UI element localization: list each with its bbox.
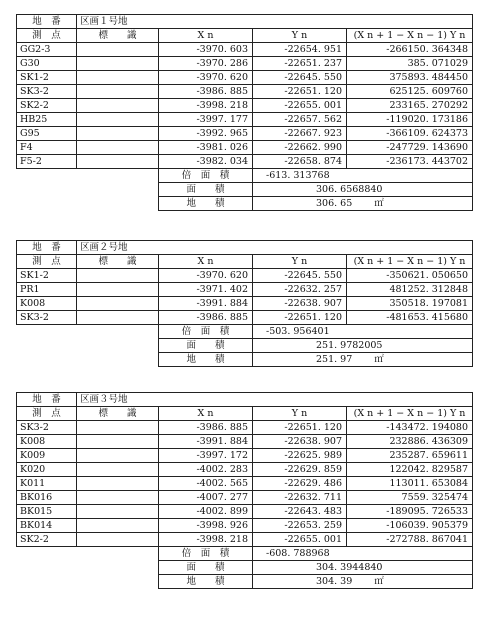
header-xn: X n <box>159 29 253 43</box>
xn-cell: -3970. 603 <box>159 43 253 57</box>
value-cell: -350621. 050650 <box>347 269 473 283</box>
area-table-2 <box>16 240 473 367</box>
xn-cell: -3981. 026 <box>159 141 253 155</box>
point-cell: PR1 <box>17 283 77 297</box>
column-header-row <box>17 407 473 421</box>
sign-cell <box>77 283 159 297</box>
point-cell: BK016 <box>17 491 77 505</box>
sign-cell <box>77 57 159 71</box>
value-cell: -189095. 726533 <box>347 505 473 519</box>
sign-cell <box>77 141 159 155</box>
table-row <box>17 449 473 463</box>
point-cell: SK2-2 <box>17 99 77 113</box>
sign-cell <box>77 435 159 449</box>
land-area-value <box>253 353 473 367</box>
parcel-title: 区画３号地 <box>77 393 473 407</box>
area-number: 304. 3944840 <box>316 561 383 573</box>
point-cell: F5-2 <box>17 155 77 169</box>
yn-cell: -22638. 907 <box>253 435 347 449</box>
sign-cell <box>77 297 159 311</box>
section-1 <box>16 14 472 211</box>
header-point: 測 点 <box>17 29 77 43</box>
value-cell: -366109. 624373 <box>347 127 473 141</box>
yn-cell: -22655. 001 <box>253 99 347 113</box>
sign-cell <box>77 463 159 477</box>
value-cell: -481653. 415680 <box>347 311 473 325</box>
sign-cell <box>77 85 159 99</box>
xn-cell: -3997. 172 <box>159 449 253 463</box>
xn-cell: -3986. 885 <box>159 311 253 325</box>
point-cell: K020 <box>17 463 77 477</box>
value-cell: 625125. 609760 <box>347 85 473 99</box>
value-cell: 481252. 312848 <box>347 283 473 297</box>
sign-cell <box>77 421 159 435</box>
yn-cell: -22625. 989 <box>253 449 347 463</box>
yn-cell: -22645. 550 <box>253 71 347 85</box>
yn-cell: -22651. 237 <box>253 57 347 71</box>
table-row <box>17 141 473 155</box>
area-value <box>253 561 473 575</box>
table-row <box>17 155 473 169</box>
xn-cell: -3970. 620 <box>159 71 253 85</box>
parcel-title: 区画１号地 <box>77 15 473 29</box>
xn-cell: -3970. 286 <box>159 57 253 71</box>
sign-cell <box>77 269 159 283</box>
table-row <box>17 421 473 435</box>
header-formula: (X n + 1 − X n − 1) Y n <box>347 29 473 43</box>
table-row <box>17 283 473 297</box>
table-row <box>17 269 473 283</box>
point-cell: GG2-3 <box>17 43 77 57</box>
parcel-label: 地 番 <box>17 15 77 29</box>
table-row <box>17 491 473 505</box>
xn-cell: -3970. 620 <box>159 269 253 283</box>
land-area-label: 地 積 <box>159 197 253 211</box>
point-cell: SK2-2 <box>17 533 77 547</box>
value-cell: 233165. 270292 <box>347 99 473 113</box>
value-cell: -266150. 364348 <box>347 43 473 57</box>
table-row <box>17 533 473 547</box>
table-row <box>17 127 473 141</box>
table-row <box>17 519 473 533</box>
parcel-header-row <box>17 393 473 407</box>
double-area-value <box>253 325 473 339</box>
area-label: 面 積 <box>159 339 253 353</box>
land-area-number: 251. 97 <box>316 353 353 365</box>
column-header-row <box>17 255 473 269</box>
table-row <box>17 85 473 99</box>
value-cell: 7559. 325474 <box>347 491 473 505</box>
table-row <box>17 297 473 311</box>
double-area-number: -613. 313768 <box>266 169 330 181</box>
table-row <box>17 43 473 57</box>
yn-cell: -22667. 923 <box>253 127 347 141</box>
table-row <box>17 71 473 85</box>
point-cell: F4 <box>17 141 77 155</box>
sign-cell <box>77 127 159 141</box>
xn-cell: -3998. 926 <box>159 519 253 533</box>
double-area-number: -608. 788968 <box>266 547 330 559</box>
point-cell: K009 <box>17 449 77 463</box>
double-area-row <box>17 325 473 339</box>
sign-cell <box>77 477 159 491</box>
table-row <box>17 435 473 449</box>
point-cell: K011 <box>17 477 77 491</box>
parcel-header-row <box>17 15 473 29</box>
point-cell: SK3-2 <box>17 85 77 99</box>
point-cell: BK015 <box>17 505 77 519</box>
sign-cell <box>77 533 159 547</box>
table-row <box>17 477 473 491</box>
sign-cell <box>77 519 159 533</box>
square-meter-unit: ㎡ <box>374 353 384 365</box>
point-cell: G30 <box>17 57 77 71</box>
sign-cell <box>77 505 159 519</box>
point-cell: HB25 <box>17 113 77 127</box>
xn-cell: -4002. 899 <box>159 505 253 519</box>
yn-cell: -22651. 120 <box>253 311 347 325</box>
value-cell: 375893. 484450 <box>347 71 473 85</box>
header-xn: X n <box>159 407 253 421</box>
value-cell: -143472. 194080 <box>347 421 473 435</box>
xn-cell: -3991. 884 <box>159 435 253 449</box>
xn-cell: -3971. 402 <box>159 283 253 297</box>
point-cell: SK1-2 <box>17 71 77 85</box>
header-point: 測 点 <box>17 255 77 269</box>
section-3 <box>16 392 472 589</box>
area-value <box>253 339 473 353</box>
square-meter-unit: ㎡ <box>374 575 384 587</box>
area-number: 251. 9782005 <box>316 339 383 351</box>
table-row <box>17 463 473 477</box>
value-cell: 122042. 829587 <box>347 463 473 477</box>
header-sign: 標 識 <box>77 29 159 43</box>
header-sign: 標 識 <box>77 255 159 269</box>
value-cell: 232886. 436309 <box>347 435 473 449</box>
sign-cell <box>77 43 159 57</box>
land-area-label: 地 積 <box>159 575 253 589</box>
value-cell: 385. 071029 <box>347 57 473 71</box>
double-area-label: 倍 面 積 <box>159 325 253 339</box>
area-label: 面 積 <box>159 183 253 197</box>
table-row <box>17 505 473 519</box>
xn-cell: -4002. 565 <box>159 477 253 491</box>
sign-cell <box>77 491 159 505</box>
land-area-value <box>253 575 473 589</box>
value-cell: -106039. 905379 <box>347 519 473 533</box>
column-header-row <box>17 29 473 43</box>
yn-cell: -22658. 874 <box>253 155 347 169</box>
land-area-number: 306. 65 <box>316 197 353 209</box>
double-area-row <box>17 547 473 561</box>
yn-cell: -22657. 562 <box>253 113 347 127</box>
xn-cell: -3998. 218 <box>159 99 253 113</box>
land-area-label: 地 積 <box>159 353 253 367</box>
area-table-3 <box>16 392 473 589</box>
point-cell: SK3-2 <box>17 421 77 435</box>
double-area-value <box>253 169 473 183</box>
sign-cell <box>77 113 159 127</box>
land-area-number: 304. 39 <box>316 575 353 587</box>
xn-cell: -4007. 277 <box>159 491 253 505</box>
point-cell: K008 <box>17 297 77 311</box>
point-cell: BK014 <box>17 519 77 533</box>
point-cell: SK3-2 <box>17 311 77 325</box>
yn-cell: -22651. 120 <box>253 85 347 99</box>
point-cell: K008 <box>17 435 77 449</box>
table-row <box>17 99 473 113</box>
value-cell: 235287. 659611 <box>347 449 473 463</box>
summary-blank <box>17 547 159 589</box>
header-point: 測 点 <box>17 407 77 421</box>
area-table-1 <box>16 14 473 211</box>
xn-cell: -3986. 885 <box>159 85 253 99</box>
xn-cell: -3998. 218 <box>159 533 253 547</box>
section-2 <box>16 240 472 367</box>
header-yn: Y n <box>253 255 347 269</box>
value-cell: -236173. 443702 <box>347 155 473 169</box>
yn-cell: -22655. 001 <box>253 533 347 547</box>
double-area-row <box>17 169 473 183</box>
parcel-label: 地 番 <box>17 393 77 407</box>
point-cell: G95 <box>17 127 77 141</box>
summary-blank <box>17 325 159 367</box>
double-area-label: 倍 面 積 <box>159 169 253 183</box>
sign-cell <box>77 311 159 325</box>
value-cell: -119020. 173186 <box>347 113 473 127</box>
double-area-value <box>253 547 473 561</box>
summary-blank <box>17 169 159 211</box>
yn-cell: -22643. 483 <box>253 505 347 519</box>
header-formula: (X n + 1 − X n − 1) Y n <box>347 255 473 269</box>
parcel-label: 地 番 <box>17 241 77 255</box>
xn-cell: -3982. 034 <box>159 155 253 169</box>
value-cell: -247729. 143690 <box>347 141 473 155</box>
double-area-label: 倍 面 積 <box>159 547 253 561</box>
xn-cell: -3991. 884 <box>159 297 253 311</box>
double-area-number: -503. 956401 <box>266 325 330 337</box>
yn-cell: -22629. 859 <box>253 463 347 477</box>
sign-cell <box>77 71 159 85</box>
value-cell: 113011. 653084 <box>347 477 473 491</box>
value-cell: -272788. 867041 <box>347 533 473 547</box>
header-yn: Y n <box>253 407 347 421</box>
sign-cell <box>77 449 159 463</box>
yn-cell: -22638. 907 <box>253 297 347 311</box>
xn-cell: -4002. 283 <box>159 463 253 477</box>
sign-cell <box>77 155 159 169</box>
yn-cell: -22662. 990 <box>253 141 347 155</box>
yn-cell: -22653. 259 <box>253 519 347 533</box>
yn-cell: -22632. 257 <box>253 283 347 297</box>
value-cell: 350518. 197081 <box>347 297 473 311</box>
area-label: 面 積 <box>159 561 253 575</box>
table-row <box>17 57 473 71</box>
point-cell: SK1-2 <box>17 269 77 283</box>
sign-cell <box>77 99 159 113</box>
yn-cell: -22629. 486 <box>253 477 347 491</box>
table-row <box>17 113 473 127</box>
parcel-title: 区画２号地 <box>77 241 473 255</box>
header-yn: Y n <box>253 29 347 43</box>
xn-cell: -3997. 177 <box>159 113 253 127</box>
square-meter-unit: ㎡ <box>374 197 384 209</box>
xn-cell: -3986. 885 <box>159 421 253 435</box>
land-area-value <box>253 197 473 211</box>
area-value <box>253 183 473 197</box>
yn-cell: -22654. 951 <box>253 43 347 57</box>
table-row <box>17 311 473 325</box>
yn-cell: -22645. 550 <box>253 269 347 283</box>
yn-cell: -22651. 120 <box>253 421 347 435</box>
header-formula: (X n + 1 − X n − 1) Y n <box>347 407 473 421</box>
parcel-header-row <box>17 241 473 255</box>
xn-cell: -3992. 965 <box>159 127 253 141</box>
yn-cell: -22632. 711 <box>253 491 347 505</box>
header-xn: X n <box>159 255 253 269</box>
header-sign: 標 識 <box>77 407 159 421</box>
area-number: 306. 6568840 <box>316 183 383 195</box>
